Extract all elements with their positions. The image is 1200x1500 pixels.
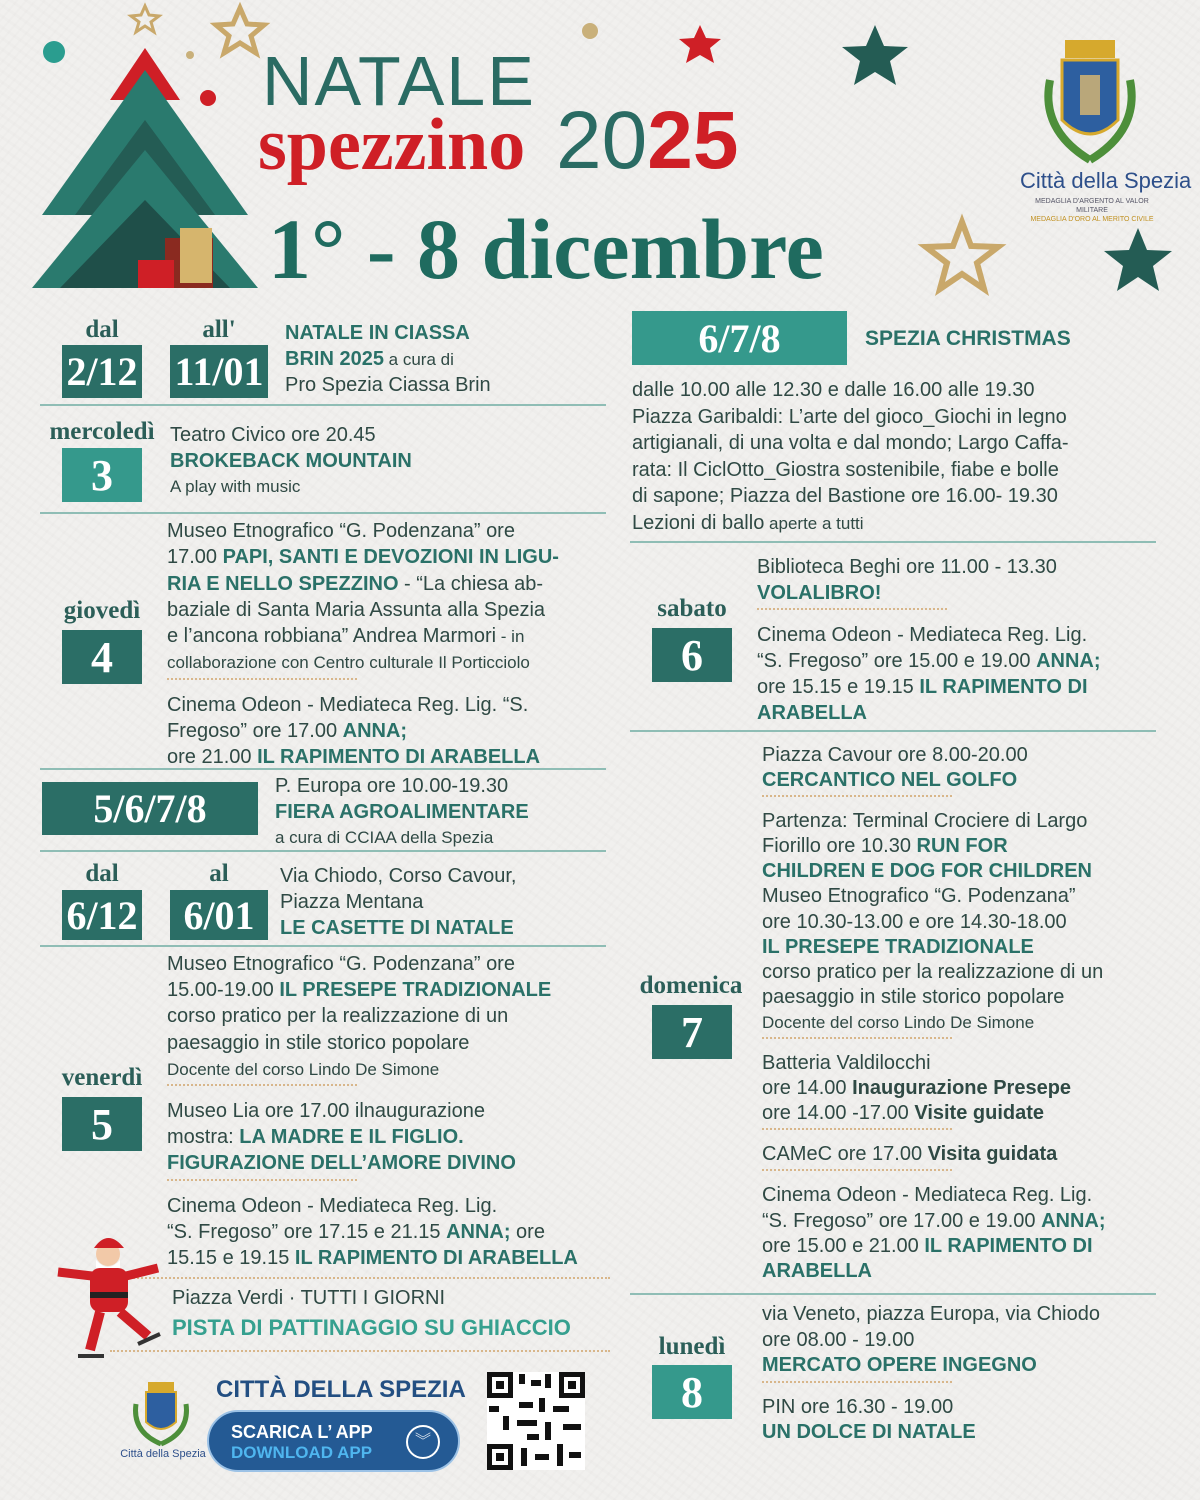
divider bbox=[630, 1293, 1156, 1295]
day-number-box: 6 bbox=[652, 628, 732, 682]
date-box-to: 6/01 bbox=[170, 890, 268, 940]
event-title: LE CASETTE DI NATALE bbox=[280, 917, 514, 939]
event-line bbox=[757, 622, 1101, 648]
event-title: ARABELLA bbox=[762, 1259, 872, 1282]
event-line bbox=[167, 544, 559, 570]
event-text: P. Europa ore 10.00-19.30 bbox=[275, 775, 509, 797]
event-line bbox=[762, 743, 1106, 768]
download-app-label: SCARICA L’ APP bbox=[231, 1422, 373, 1442]
event-line bbox=[762, 1183, 1106, 1208]
event-line bbox=[757, 700, 1101, 726]
event-line bbox=[762, 1076, 1106, 1101]
event-text: Museo Lia ore 17.00 ilnaugurazione bbox=[167, 1099, 485, 1122]
dotted-divider bbox=[762, 1037, 952, 1047]
title-spezzino: spezzino bbox=[258, 104, 526, 186]
event-line bbox=[167, 692, 559, 718]
event-line bbox=[167, 623, 559, 649]
event-title: PISTA DI PATTINAGGIO SU GHIACCIO bbox=[172, 1315, 571, 1340]
event-text: Piazza Garibaldi: L’arte del gioco_Giochi in legno bbox=[632, 405, 1067, 428]
event-text: ore 21.00 bbox=[167, 746, 258, 769]
event-text: Lezioni di ballo bbox=[632, 511, 765, 534]
footer-logo-name: Città della Spezia bbox=[120, 1448, 206, 1460]
event-line bbox=[762, 1259, 1106, 1284]
event-title: MERCATO OPERE INGEGNO bbox=[762, 1354, 1037, 1376]
section-title: SPEZIA CHRISTMAS bbox=[865, 327, 1071, 350]
event-title: CERCANTICO NEL GOLFO bbox=[762, 769, 1018, 792]
chevron-down-icon: ︾ bbox=[406, 1425, 440, 1459]
logo-sub-2: MEDAGLIA D'ORO AL MERITO CIVILE bbox=[1030, 216, 1154, 223]
year-part-b: 25 bbox=[647, 95, 739, 186]
event-line bbox=[632, 457, 1069, 484]
event-text: Museo Etnografico “G. Podenzana” bbox=[762, 885, 1076, 908]
event-line bbox=[167, 571, 559, 597]
event-title: IL PRESEPE TRADIZIONALE bbox=[279, 979, 552, 1002]
event-line bbox=[762, 834, 1106, 859]
from-label: dal bbox=[85, 316, 119, 343]
event-line bbox=[167, 744, 559, 770]
event-text: 17.00 bbox=[167, 546, 223, 569]
event-line bbox=[167, 1098, 578, 1124]
event-line bbox=[762, 1101, 1106, 1126]
qr-code[interactable] bbox=[487, 1372, 585, 1470]
event-line bbox=[762, 1353, 1100, 1379]
event-text: corso pratico per la realizzazione di un bbox=[762, 960, 1104, 983]
event-text: corso pratico per la realizzazione di un bbox=[167, 1005, 509, 1028]
event-title: BRIN 2025 bbox=[285, 348, 384, 370]
events-wednesday bbox=[170, 423, 412, 500]
event-line bbox=[762, 960, 1106, 985]
event-title: Visita guidata bbox=[927, 1143, 1058, 1166]
event-title: BROKEBACK MOUNTAIN bbox=[170, 449, 412, 472]
event-line bbox=[762, 910, 1106, 935]
divider bbox=[630, 541, 1156, 543]
range-box: 6/7/8 bbox=[632, 311, 847, 365]
divider bbox=[110, 1350, 610, 1352]
event-line bbox=[172, 1284, 571, 1313]
dotted-divider bbox=[762, 1169, 952, 1179]
event-line bbox=[762, 809, 1106, 834]
date-box-from: 6/12 bbox=[62, 890, 142, 940]
event-text: ore 15.00 e 21.00 bbox=[762, 1234, 925, 1257]
event-title: ARABELLA bbox=[757, 702, 867, 724]
event-text: Via Chiodo, Corso Cavour, bbox=[280, 865, 517, 887]
event-title: VOLALIBRO! bbox=[757, 582, 882, 604]
event-text: Museo Etnografico “G. Podenzana” ore bbox=[167, 520, 515, 542]
dotted-divider bbox=[167, 678, 357, 688]
event-line bbox=[762, 1142, 1106, 1167]
event-line bbox=[762, 935, 1106, 960]
divider bbox=[110, 1277, 610, 1279]
day-number-box: 5 bbox=[62, 1097, 142, 1151]
events-sunday bbox=[762, 743, 1106, 1284]
event-text: Partenza: Terminal Crociere di Largo bbox=[762, 810, 1088, 833]
divider bbox=[40, 512, 606, 514]
event-title: ANNA; bbox=[1041, 1209, 1106, 1232]
event-title: Inaugurazione Presepe bbox=[852, 1077, 1072, 1100]
event-text: paesaggio in stile storico popolare bbox=[167, 1031, 470, 1054]
event-line bbox=[167, 518, 559, 544]
event-text: - in bbox=[496, 627, 525, 647]
dotted-divider bbox=[167, 1084, 357, 1094]
events-monday bbox=[762, 1302, 1100, 1446]
year-part-a: 20 bbox=[556, 95, 648, 186]
event-text: Batteria Valdilocchi bbox=[762, 1052, 931, 1075]
star-icon bbox=[679, 25, 721, 63]
dotted-divider bbox=[757, 608, 947, 618]
to-label: al bbox=[209, 860, 229, 887]
star-icon bbox=[131, 6, 159, 32]
event-line bbox=[167, 1056, 578, 1082]
event-text: Cinema Odeon - Mediateca Reg. Lig. bbox=[167, 1194, 498, 1217]
event-line bbox=[762, 1051, 1106, 1076]
dotted-divider bbox=[167, 1179, 357, 1189]
event-line bbox=[167, 977, 578, 1003]
event-text: Piazza Verdi · TUTTI I GIORNI bbox=[172, 1287, 446, 1309]
event-line bbox=[167, 649, 559, 675]
christmas-tree-icon bbox=[32, 48, 258, 288]
event-title: ANNA; bbox=[446, 1220, 511, 1243]
event-line bbox=[167, 1193, 578, 1219]
event-line bbox=[275, 825, 529, 851]
event-line bbox=[632, 404, 1069, 431]
event-line bbox=[280, 889, 516, 915]
event-text: collaborazione con Centro culturale Il Porticciolo bbox=[167, 653, 530, 673]
from-label: dal bbox=[85, 860, 119, 887]
event-line bbox=[632, 430, 1069, 457]
date-box-from: 2/12 bbox=[62, 345, 142, 398]
event-text: Docente del corso Lindo De Simone bbox=[167, 1059, 440, 1079]
event-text: ore 15.15 e 19.15 bbox=[757, 676, 920, 698]
dotted-divider bbox=[762, 795, 952, 805]
day-number-box: 8 bbox=[652, 1365, 732, 1419]
event-fiera bbox=[275, 774, 529, 851]
city-logo-subtitle bbox=[1022, 197, 1162, 224]
event-text: baziale di Santa Maria Assunta alla Spezia bbox=[167, 598, 546, 621]
event-text: a cura di CCIAA della Spezia bbox=[275, 828, 494, 847]
download-app-label-en: DOWNLOAD APP bbox=[231, 1443, 373, 1462]
event-title: CHILDREN E DOG FOR CHILDREN bbox=[762, 860, 1092, 883]
event-line bbox=[757, 674, 1101, 700]
event-line bbox=[285, 372, 491, 398]
event-line bbox=[762, 1234, 1106, 1259]
dot-decoration bbox=[200, 90, 216, 106]
title-natale: NATALE bbox=[262, 42, 536, 120]
event-text: CAMeC ore 17.00 bbox=[762, 1143, 928, 1166]
app-title: CITTÀ DELLA SPEZIA bbox=[216, 1376, 466, 1403]
event-title: PAPI, SANTI E DEVOZIONI IN LIGU- bbox=[222, 546, 559, 569]
event-title: ANNA; bbox=[342, 720, 408, 743]
event-line bbox=[762, 884, 1106, 909]
event-title: IL RAPIMENTO DI ARABELLA bbox=[257, 746, 541, 769]
event-line bbox=[167, 1030, 578, 1056]
event-line bbox=[167, 718, 559, 744]
event-title: FIGURAZIONE DELL’AMORE DIVINO bbox=[167, 1152, 516, 1175]
event-line bbox=[170, 474, 412, 500]
event-text: e l’ancona robbiana” Andrea Marmori bbox=[167, 625, 497, 648]
divider bbox=[40, 850, 606, 852]
event-pista-pattinaggio bbox=[172, 1284, 571, 1342]
event-text: ore 14.00 bbox=[762, 1077, 853, 1100]
dot-decoration bbox=[43, 41, 65, 63]
event-text: - “La chiesa ab- bbox=[398, 572, 544, 595]
event-text: artigianali, di una volta e dal mondo; Largo Caffa- bbox=[632, 432, 1069, 455]
event-text: Biblioteca Beghi ore 11.00 - 13.30 bbox=[757, 556, 1057, 578]
events-spezia-christmas bbox=[632, 377, 1069, 537]
event-text: A play with music bbox=[170, 477, 301, 496]
event-text: via Veneto, piazza Europa, via Chiodo bbox=[762, 1303, 1100, 1325]
santa-skating-icon bbox=[50, 1232, 165, 1367]
event-text: aperte a tutti bbox=[764, 513, 864, 533]
city-coat-of-arms bbox=[1048, 40, 1131, 160]
divider bbox=[40, 404, 606, 406]
event-line bbox=[762, 1395, 1100, 1421]
event-text: Cinema Odeon - Mediateca Reg. Lig. bbox=[762, 1184, 1093, 1207]
event-line bbox=[172, 1313, 571, 1342]
event-text: Pro Spezia Ciassa Brin bbox=[285, 374, 491, 396]
event-line bbox=[757, 648, 1101, 674]
range-box: 5/6/7/8 bbox=[42, 782, 258, 835]
event-line bbox=[632, 483, 1069, 510]
day-label: mercoledì bbox=[49, 418, 155, 445]
dotted-divider bbox=[762, 1128, 952, 1138]
event-title: UN DOLCE DI NATALE bbox=[762, 1421, 976, 1443]
event-line bbox=[275, 800, 529, 826]
event-text: “S. Fregoso” ore 17.15 e 21.15 bbox=[167, 1220, 447, 1243]
divider bbox=[40, 945, 606, 947]
event-text: Cinema Odeon - Mediateca Reg. Lig. bbox=[757, 624, 1088, 646]
event-text: Piazza Cavour ore 8.00-20.00 bbox=[762, 744, 1028, 766]
event-text: “S. Fregoso” ore 17.00 e 19.00 bbox=[762, 1209, 1042, 1232]
dot-decoration bbox=[186, 51, 194, 59]
event-text: Piazza Mentana bbox=[280, 891, 424, 913]
event-natale-ciassa-brin bbox=[285, 320, 491, 398]
event-title: IL PRESEPE TRADIZIONALE bbox=[762, 935, 1034, 958]
event-text: ore 14.00 -17.00 bbox=[762, 1102, 915, 1125]
event-text: mostra: bbox=[167, 1126, 240, 1149]
day-label: domenica bbox=[639, 972, 743, 999]
event-title: ANNA; bbox=[1036, 650, 1101, 672]
day-number-box: 7 bbox=[652, 1005, 732, 1059]
event-text: Cinema Odeon - Mediateca Reg. Lig. “S. bbox=[167, 693, 529, 716]
event-line bbox=[285, 320, 491, 346]
date-box-to: 11/01 bbox=[170, 345, 268, 398]
divider bbox=[40, 768, 606, 770]
event-line bbox=[757, 580, 1101, 606]
event-text: ore 08.00 - 19.00 bbox=[762, 1328, 915, 1351]
event-line bbox=[280, 863, 516, 889]
events-saturday bbox=[757, 554, 1101, 726]
event-line bbox=[275, 774, 529, 800]
events-thursday bbox=[167, 518, 559, 771]
city-coat-of-arms-small bbox=[130, 1380, 192, 1450]
event-line bbox=[762, 1302, 1100, 1328]
event-title: IL RAPIMENTO DI ARABELLA bbox=[294, 1246, 578, 1269]
event-line bbox=[757, 554, 1101, 580]
event-line bbox=[170, 449, 412, 475]
event-text: 15.15 e 19.15 bbox=[167, 1246, 295, 1269]
star-icon bbox=[842, 25, 908, 85]
events-friday bbox=[167, 951, 578, 1271]
event-text: a cura di bbox=[383, 350, 454, 369]
event-line bbox=[762, 985, 1106, 1010]
event-line bbox=[762, 859, 1106, 884]
event-text: Museo Etnografico “G. Podenzana” ore bbox=[167, 953, 515, 975]
event-text: Fiorillo ore 10.30 bbox=[762, 835, 917, 858]
event-text: Teatro Civico ore 20.45 bbox=[170, 424, 376, 446]
event-line bbox=[762, 768, 1106, 793]
day-label: venerdì bbox=[61, 1064, 143, 1091]
event-text: “S. Fregoso” ore 15.00 e 19.00 bbox=[757, 650, 1037, 672]
event-line bbox=[762, 1010, 1106, 1035]
event-text: dalle 10.00 alle 12.30 e dalle 16.00 alle 19.30 bbox=[632, 379, 1035, 401]
event-text: di sapone; Piazza del Bastione ore 16.00- 19.30 bbox=[632, 485, 1058, 508]
event-line bbox=[170, 423, 412, 449]
event-line bbox=[285, 346, 491, 372]
event-text: Docente del corso Lindo De Simone bbox=[762, 1012, 1035, 1032]
event-text: PIN ore 16.30 - 19.00 bbox=[762, 1395, 954, 1418]
divider bbox=[630, 730, 1156, 732]
event-line bbox=[167, 951, 578, 977]
event-title: Visite guidate bbox=[914, 1102, 1045, 1125]
event-line bbox=[167, 1219, 578, 1245]
event-line bbox=[167, 597, 559, 623]
day-label: sabato bbox=[657, 595, 727, 622]
event-casette bbox=[280, 863, 516, 941]
day-label: giovedì bbox=[63, 597, 141, 624]
event-title: FIERA AGROALIMENTARE bbox=[275, 800, 529, 823]
date-range: 1° - 8 dicembre bbox=[268, 201, 824, 297]
event-line bbox=[167, 1150, 578, 1176]
event-line bbox=[167, 1003, 578, 1029]
download-app-button[interactable] bbox=[207, 1410, 460, 1472]
event-text: ore bbox=[510, 1220, 545, 1243]
event-title: RUN FOR bbox=[916, 835, 1008, 858]
event-title: LA MADRE E IL FIGLIO. bbox=[239, 1126, 464, 1149]
event-line bbox=[632, 377, 1069, 404]
day-label: lunedì bbox=[658, 1333, 726, 1360]
to-label: all' bbox=[202, 316, 236, 343]
event-title: NATALE IN CIASSA bbox=[285, 322, 470, 344]
dotted-divider bbox=[762, 1381, 952, 1391]
event-line bbox=[762, 1420, 1100, 1446]
city-logo-name: Città della Spezia bbox=[1020, 168, 1192, 193]
event-line bbox=[280, 915, 516, 941]
event-text: ore 10.30-13.00 e ore 14.30-18.00 bbox=[762, 910, 1067, 933]
event-line bbox=[167, 1124, 578, 1150]
event-line bbox=[167, 1245, 578, 1271]
star-icon bbox=[1104, 228, 1172, 291]
event-title: IL RAPIMENTO DI bbox=[919, 676, 1088, 698]
star-icon bbox=[926, 222, 998, 289]
title-year bbox=[556, 95, 739, 186]
event-title: RIA E NELLO SPEZZINO bbox=[167, 572, 399, 595]
event-line bbox=[762, 1209, 1106, 1234]
dot-decoration bbox=[582, 23, 598, 39]
logo-sub-1: MEDAGLIA D'ARGENTO AL VALOR MILITARE bbox=[1035, 198, 1149, 214]
day-number-box: 3 bbox=[62, 448, 142, 502]
event-line bbox=[632, 510, 1069, 537]
event-text: Fregoso” ore 17.00 bbox=[167, 720, 343, 743]
event-text: 15.00-19.00 bbox=[167, 979, 280, 1002]
event-title: IL RAPIMENTO DI bbox=[924, 1234, 1093, 1257]
event-line bbox=[762, 1328, 1100, 1354]
star-icon bbox=[216, 8, 264, 53]
day-number-box: 4 bbox=[62, 630, 142, 684]
event-text: rata: Il CiclOtto_Giostra sostenibile, fiabe e bolle bbox=[632, 458, 1059, 481]
event-text: paesaggio in stile storico popolare bbox=[762, 985, 1065, 1008]
